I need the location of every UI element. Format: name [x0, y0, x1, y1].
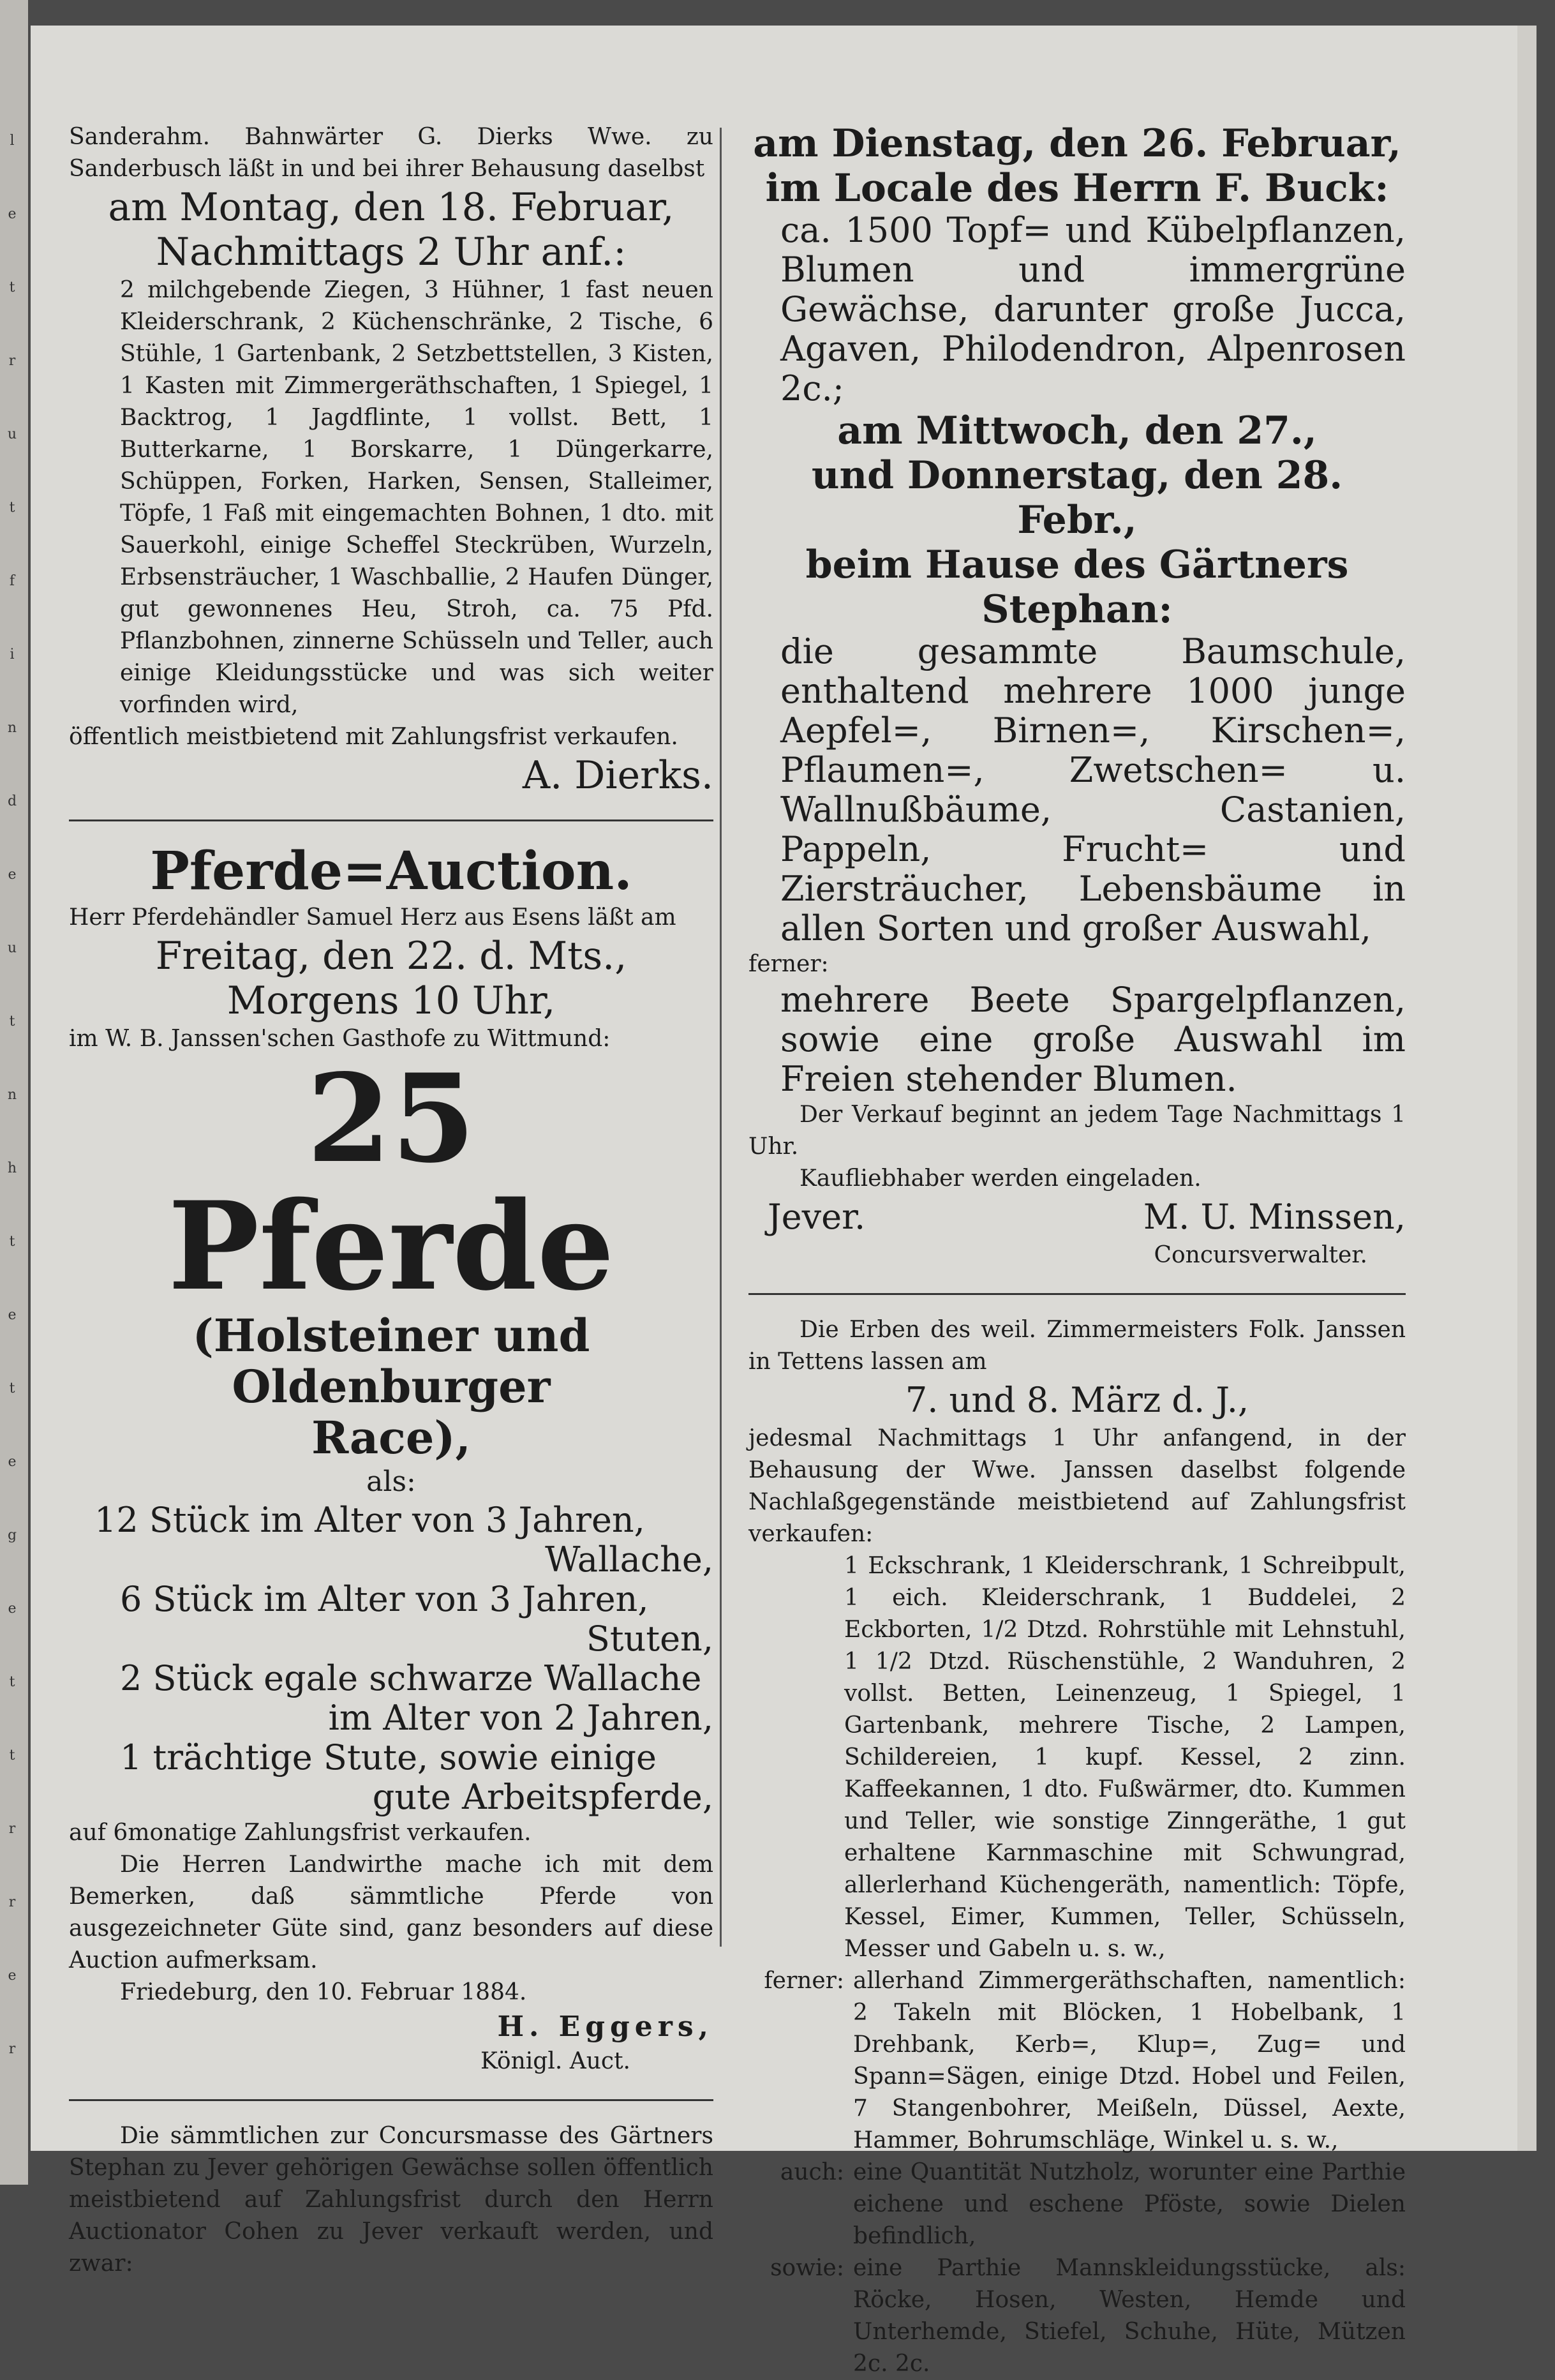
item-text: allerhand Zimmergeräthschaften, namentlich: 2 Takeln mit Blöcken, 1 Hobelbank, 1 Drehbank, Kerb=, Klup=, Zug= und Spann=Sägen, einige Dtzd. Hobel und Feilen, 7 Stangenbohrer, Meißeln, Düssel, Aexte, Hammer, Bohrumschläge, Winkel u. s. w., [853, 1968, 1406, 2153]
adjacent-page-char: t [9, 1674, 15, 1690]
adjacent-page-char: e [8, 867, 17, 883]
adjacent-page-char: e [8, 206, 17, 222]
item-list: 1 Eckschrank, 1 Kleiderschrank, 1 Schreibpult, 1 eich. Kleiderschrank, 1 Buddelei, 2 Eckborten, 1/2 Dtzd. Rohrstühle mit Lehnstuhl, 1 1/2 Dtzd. Rüschenstühle, 2 Wanduhren, 2 vollst. Betten, Leinenzeug, 1 Spiegel, 1 Gartenbank, mehrere Tische, 2 Lampen, Schildereien, 1 kupf. Kessel, 2 zinn. Kaffeekannen, 1 dto. Fußwärmer, dto. Kummen und Teller, wie sonstige Zinngeräthe, 1 gut erhaltene Karnmaschine mit Schwungrad, allerlerhand Küchengeräth, namentlich: Töpfe, Kessel, Eimer, Kummen, Teller, Schüsseln, Messer und Gabeln u. s. w., [844, 1553, 1406, 1962]
adjacent-page-char: e [8, 1968, 17, 1984]
ad-concurs-stephan [748, 121, 1406, 1271]
item-label: ferner: [764, 1968, 844, 1994]
adjacent-page-char: t [9, 1381, 15, 1396]
auction-place: beim Hause des Gärtners [805, 543, 1349, 587]
adjacent-page-char: r [8, 1894, 16, 1910]
auction-date: am Montag, den 18. Februar, [108, 185, 674, 230]
adjacent-page-char: l [10, 133, 15, 149]
auction-time: Morgens 10 Uhr, [227, 978, 556, 1023]
ad-body: jedesmal Nachmittags 1 Uhr anfangend, in der Behausung der Wwe. Janssen daselbst folgende Nachlaßgegenstände meistbietend auf Zahlungsfrist verkaufen: [748, 1425, 1406, 1547]
adjacent-page-char: i [10, 647, 15, 662]
signature: H. Eggers, [497, 2010, 713, 2043]
adjacent-page-edge [0, 0, 28, 2185]
auction-date: am Mittwoch, den 27., [837, 408, 1317, 453]
list-item [69, 1738, 713, 1817]
item-list: ca. 1500 Topf= und Kübelpflanzen, Blumen und immergrüne Gewächse, darunter große Jucca, Agaven, Philodendron, Alpenrosen 2c.; [780, 210, 1406, 408]
adjacent-page-char: e [8, 1307, 17, 1323]
list-item [748, 1965, 1406, 2157]
auction-time: Nachmittags 2 Uhr anf.: [156, 230, 627, 274]
divider [69, 2099, 713, 2101]
ad-intro: Die Erben des weil. Zimmermeisters Folk. Janssen in Tettens lassen am [748, 1317, 1406, 1375]
page-edge [1517, 26, 1536, 2151]
list-item [748, 2157, 1406, 2252]
ad-note: Die Herren Landwirthe mache ich mit dem Bemerken, daß sämmtliche Pferde von ausgezeichneter Güte sind, ganz besonders auf diese Auction aufmerksam. [69, 1852, 713, 1973]
auction-date: und Donnerstag, den 28. Febr., [811, 453, 1343, 543]
auction-place: im Locale des Herrn F. Buck: [765, 166, 1389, 211]
breed-line: (Holsteiner und Oldenburger [192, 1309, 590, 1413]
auction-place: im W. B. Janssen'schen Gasthofe zu Wittmund: [69, 1026, 611, 1052]
list-item-line: Wallache, [545, 1539, 713, 1580]
adjacent-page-char: u [7, 940, 17, 956]
als-label: als: [366, 1465, 416, 1498]
list-item-line: 2 Stück egale schwarze Wallache [120, 1658, 702, 1698]
invitation: Kaufliebhaber werden eingeladen. [800, 1165, 1202, 1192]
newspaper-page [31, 26, 1517, 2377]
divider [748, 1293, 1406, 1295]
item-list: die gesammte Baumschule, enthaltend mehrere 1000 junge Aepfel=, Birnen=, Kirschen=, Pflaumen=, Zwetschen= u. Wallnußbäume, Castanien, Pappeln, Frucht= und Ziersträucher, Lebensbäume in allen Sorten und großer Auswahl, [780, 631, 1406, 948]
item-label: auch: [780, 2159, 844, 2185]
headline: 25 Pferde [168, 1047, 614, 1317]
adjacent-page-char: r [8, 353, 16, 369]
item-list: mehrere Beete Spargelpflanzen, sowie eine große Auswahl im Freien stehender Blumen. [780, 980, 1406, 1099]
adjacent-page-char: u [7, 426, 17, 442]
adjacent-page-char: r [8, 2041, 16, 2057]
list-item [69, 1659, 713, 1738]
adjacent-page-char: g [7, 1527, 17, 1543]
adjacent-page-char: t [9, 280, 15, 296]
right-column [748, 121, 1406, 2380]
auction-date: Freitag, den 22. d. Mts., [155, 934, 627, 978]
list-item-line: 1 trächtige Stute, sowie einige [120, 1737, 657, 1778]
adjacent-page-char: n [7, 1087, 17, 1103]
auction-place: Stephan: [981, 587, 1173, 632]
divider [69, 820, 713, 821]
list-item [69, 1580, 713, 1659]
signature-title: Concursverwalter. [1154, 1242, 1367, 1268]
adjacent-page-char: e [8, 1454, 17, 1470]
item-list: 2 milchgebende Ziegen, 3 Hühner, 1 fast neuen Kleiderschrank, 2 Küchenschränke, 2 Tische, 6 Stühle, 1 Gartenbank, 2 Setzbettstellen, 3 Kisten, 1 Kasten mit Zimmergeräthschaften, 1 Spiegel, 1 Backtrog, 1 Jagdflinte, 1 vollst. Bett, 1 Butterkarne, 1 Borskarre, 1 Düngerkarre, Schüppen, Forken, Harken, Sensen, Stalleimer, Töpfe, 1 Faß mit eingemachten Bohnen, 1 dto. mit Sauerkohl, einige Scheffel Steckrüben, Wurzeln, Erbsensträucher, 1 Waschballie, 2 Haufen Dünger, gut gewonnenes Heu, Stroh, ca. 75 Pfd. Pflanzbohnen, zinnerne Schüsseln und Teller, auch einige Kleidungsstücke und was sich weiter vorfinden wird, [120, 277, 713, 718]
payment-terms: auf 6monatige Zahlungsfrist verkaufen. [69, 1820, 532, 1846]
adjacent-page-char: h [7, 1160, 17, 1176]
dateline: Friedeburg, den 10. Februar 1884. [120, 1979, 527, 2005]
list-item [748, 2252, 1406, 2380]
ferner-label: ferner: [748, 951, 829, 977]
adjacent-page-char: r [8, 1821, 16, 1837]
column-divider [720, 128, 722, 1947]
list-item [69, 1501, 713, 1580]
list-item-line: im Alter von 2 Jahren, [328, 1698, 713, 1738]
adjacent-page-char: e [8, 1601, 17, 1617]
item-text: eine Quantität Nutzholz, worunter eine Parthie eichene und eschene Pföste, sowie Dielen befindlich, [853, 2159, 1406, 2249]
ad-dierks [69, 121, 713, 798]
item-label: sowie: [770, 2255, 844, 2281]
breed-line-2: Race), [311, 1411, 471, 1464]
adjacent-page-char: f [9, 573, 15, 589]
signature-title: Königl. Auct. [480, 2048, 630, 2074]
ad-horse-auction [69, 841, 713, 2077]
signature: M. U. Minssen, [1143, 1197, 1406, 1237]
ad-closing: öffentlich meistbietend mit Zahlungsfrist verkaufen. [69, 724, 678, 750]
signature: A. Dierks. [522, 753, 713, 798]
sale-info: Der Verkauf beginnt an jedem Tage Nachmittags 1 Uhr. [748, 1102, 1406, 1160]
item-text: eine Parthie Mannskleidungsstücke, als: Röcke, Hosen, Westen, Hemde und Unterhemde, Stiefel, Schuhe, Hüte, Mützen 2c. 2c. [853, 2255, 1406, 2377]
adjacent-page-char: d [7, 793, 17, 809]
adjacent-page-char: n [7, 720, 17, 736]
adjacent-page-char: t [9, 1014, 15, 1029]
place: Jever. [768, 1197, 866, 1237]
horse-list [69, 1501, 713, 1817]
list-item-line: Stuten, [586, 1619, 713, 1659]
adjacent-page-char: t [9, 500, 15, 516]
ad-intro: Sanderahm. Bahnwärter G. Dierks Wwe. zu Sanderbusch läßt in und bei ihrer Behausung daselbst [69, 124, 713, 182]
adjacent-page-char: t [9, 1748, 15, 1763]
auction-date: 7. und 8. März d. J., [905, 1380, 1249, 1420]
ad-intro: Die sämmtlichen zur Concursmasse des Gärtners Stephan zu Jever gehörigen Gewächse sollen öffentlich meistbietend auf Zahlungsfrist durch den Herrn Auctionator Cohen zu Jever verkauft werden, und zwar: [69, 2123, 713, 2277]
signature-row [748, 1195, 1406, 1239]
ad-concurs-intro [69, 2120, 713, 2280]
ad-janssen-estate [748, 1314, 1406, 2380]
auction-date: am Dienstag, den 26. Februar, [753, 121, 1401, 166]
ad-title: Pferde=Auction. [150, 841, 632, 902]
left-column [69, 121, 713, 2280]
list-item-line: gute Arbeitspferde, [372, 1777, 713, 1817]
list-item-line: 12 Stück im Alter von 3 Jahren, [94, 1500, 645, 1540]
list-item-line: 6 Stück im Alter von 3 Jahren, [120, 1579, 649, 1619]
ad-intro: Herr Pferdehändler Samuel Herz aus Esens läßt am [69, 904, 676, 931]
adjacent-page-char: t [9, 1234, 15, 1250]
